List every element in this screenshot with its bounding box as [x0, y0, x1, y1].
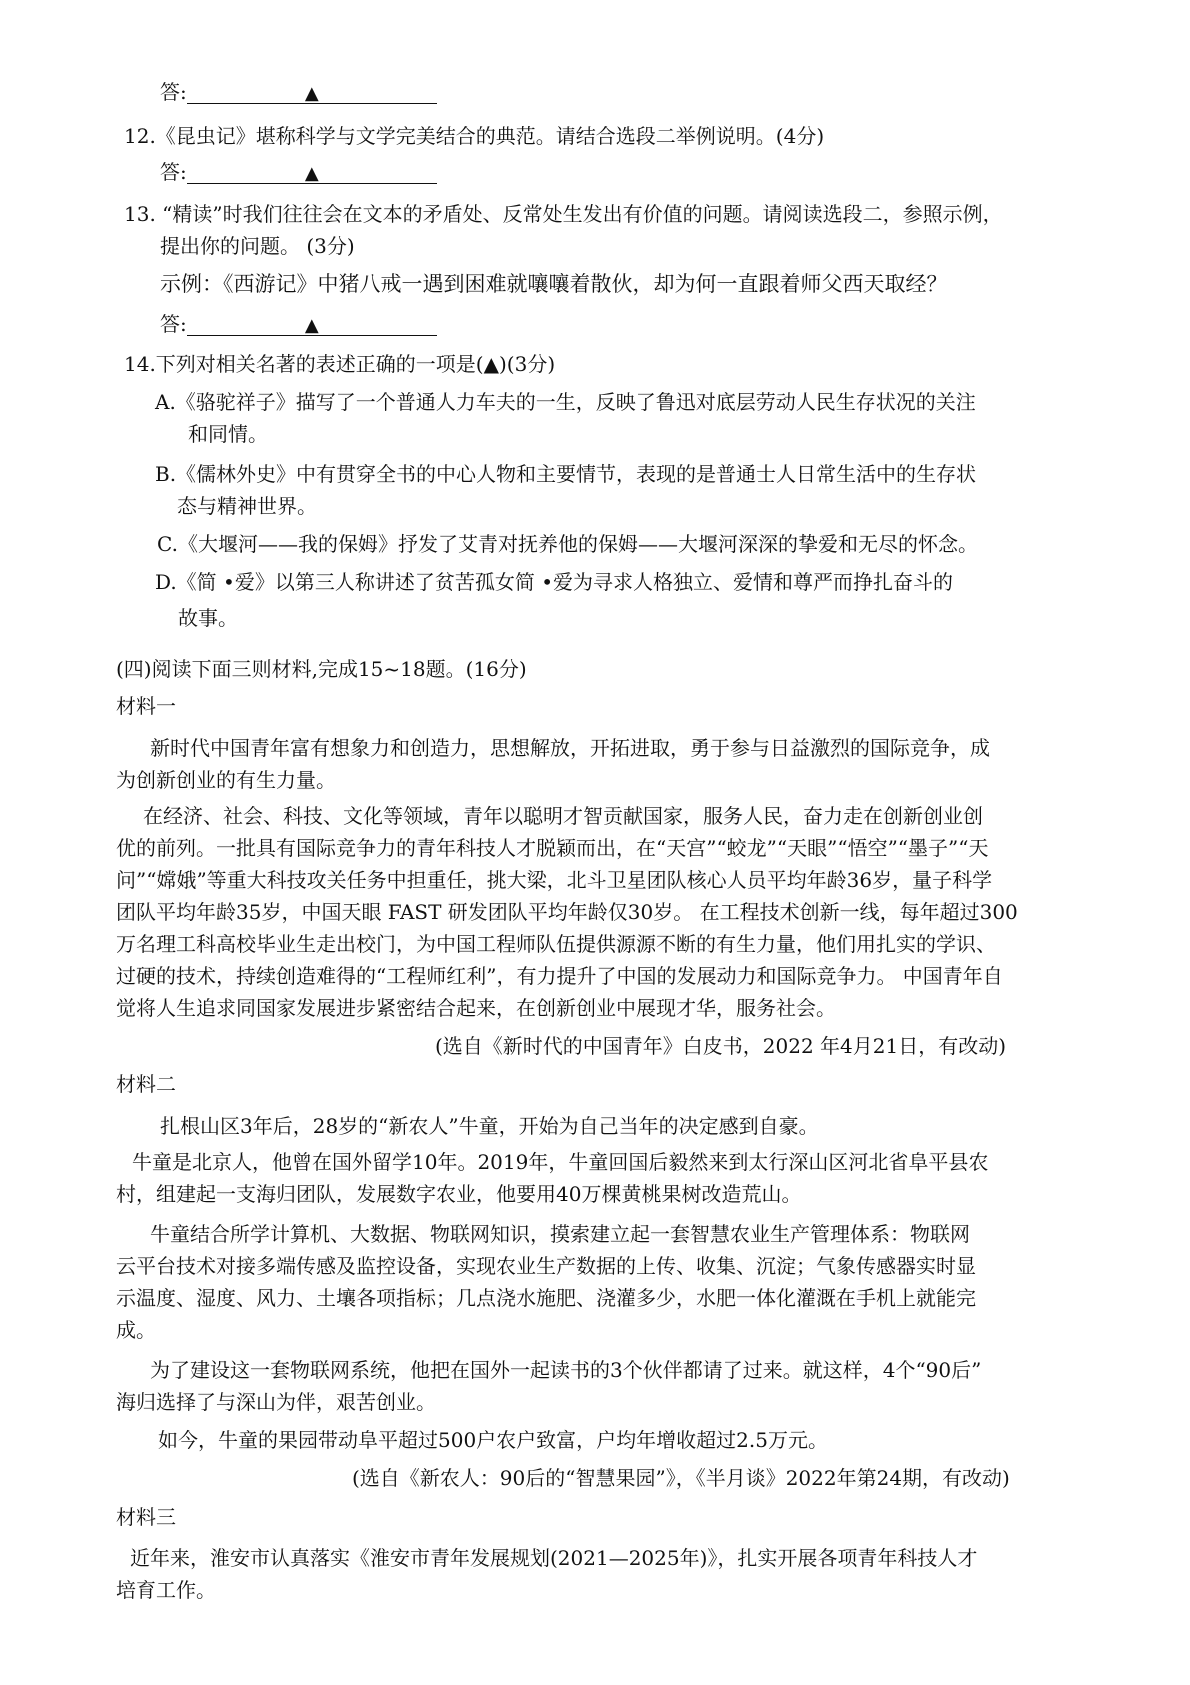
answer-label: 答: — [160, 312, 187, 336]
material-1-source: (选自《新时代的中国青年》白皮书，2022 年4月21日，有改动) — [435, 1034, 1007, 1058]
answer-blank[interactable] — [187, 81, 437, 104]
section-4-heading: (四)阅读下面三则材料,完成15~18题。(16分) — [116, 657, 527, 681]
material-2-p2-line2: 村，组建起一支海归团队，发展数字农业，他要用40万棵黄桃果树改造荒山。 — [116, 1182, 802, 1206]
option-c-line1: C.《大堰河——我的保姆》抒发了艾青对抚养他的保姆——大堰河深深的挚爱和无尽的怀念。 — [157, 532, 978, 556]
material-2-p4-line1: 为了建设这一套物联网系统，他把在国外一起读书的3个伙伴都请了过来。就这样，4个“90后” — [150, 1358, 982, 1382]
q11-answer-line — [160, 78, 437, 106]
option-a-line1: A.《骆驼祥子》描写了一个普通人力车夫的一生，反映了鲁迅对底层劳动人民生存状况的关注 — [155, 390, 976, 414]
material-2-p5: 如今，牛童的果园带动阜平超过500户农户致富，户均年增收超过2.5万元。 — [158, 1428, 828, 1452]
material-2-p2-line1: 牛童是北京人，他曾在国外留学10年。2019年，牛童回国后毅然来到太行深山区河北省阜平县农 — [132, 1150, 989, 1174]
material-2-p3-line2: 云平台技术对接多端传感及监控设备，实现农业生产数据的上传、收集、沉淀；气象传感器实时显 — [116, 1254, 976, 1278]
triangle-marker-icon: ▲ — [304, 315, 319, 336]
option-b-line1: B.《儒林外史》中有贯穿全书的中心人物和主要情节，表现的是普通士人日常生活中的生存状 — [155, 462, 977, 486]
material-2-p3-line3: 示温度、湿度、风力、土壤各项指标；几点浇水施肥、浇灌多少，水肥一体化灌溉在手机上就能完 — [116, 1286, 976, 1310]
material-1-p2-line5: 万名理工科高校毕业生走出校门，为中国工程师队伍提供源源不断的有生力量，他们用扎实的学识、 — [116, 932, 996, 956]
q13-answer-line — [160, 310, 437, 338]
material-2-p4-line2: 海归选择了与深山为伴，艰苦创业。 — [116, 1390, 436, 1414]
question-12: 12.《昆虫记》堪称科学与文学完美结合的典范。请结合选段二举例说明。(4分) — [124, 124, 825, 148]
option-d-line1: D.《简 •爱》以第三人称讲述了贫苦孤女简 •爱为寻求人格独立、爱情和尊严而挣扎奋斗的 — [155, 570, 953, 594]
material-3-p1-line1: 近年来，淮安市认真落实《淮安市青年发展规划(2021—2025年)》，扎实开展各项青年科技人才 — [130, 1546, 978, 1570]
q12-answer-line — [160, 158, 437, 186]
material-1-p1-line1: 新时代中国青年富有想象力和创造力，思想解放，开拓进取，勇于参与日益激烈的国际竞争，成 — [150, 736, 990, 760]
option-d-line2: 故事。 — [178, 606, 238, 630]
material-2-title: 材料二 — [116, 1072, 176, 1096]
triangle-marker-icon: ▲ — [304, 163, 319, 184]
material-3-p1-line2: 培育工作。 — [116, 1578, 216, 1602]
material-1-p2-line4: 团队平均年龄35岁，中国天眼 FAST 研发团队平均年龄仅30岁。 在工程技术创新一线，每年超过300 — [116, 900, 1018, 924]
question-13-line1: 13. “精读”时我们往往会在文本的矛盾处、反常处生发出有价值的问题。请阅读选段二，参照示例， — [124, 202, 1003, 226]
question-13-example: 示例：《西游记》中猪八戒一遇到困难就嚷嚷着散伙，却为何一直跟着师父西天取经？ — [160, 272, 948, 296]
material-1-p1-line2: 为创新创业的有生力量。 — [116, 768, 336, 792]
material-2-p3-line4: 成。 — [116, 1318, 156, 1342]
material-2-p1: 扎根山区3年后，28岁的“新农人”牛童，开始为自己当年的决定感到自豪。 — [160, 1114, 819, 1138]
material-1-title: 材料一 — [116, 694, 176, 718]
material-1-p2-line2: 优的前列。一批具有国际竞争力的青年科技人才脱颖而出，在“天宫”“蛟龙”“天眼”“悟空”“墨子”“天 — [116, 836, 989, 860]
option-b-line2: 态与精神世界。 — [177, 494, 317, 518]
answer-blank[interactable] — [187, 313, 437, 336]
material-1-p2-line3: 问”“嫦娥”等重大科技攻关任务中担重任，挑大梁，北斗卫星团队核心人员平均年龄36岁，量子科学 — [116, 868, 993, 892]
answer-label: 答: — [160, 80, 187, 104]
material-2-source: (选自《新农人：90后的“智慧果园”》，《半月谈》2022年第24期，有改动) — [352, 1466, 1010, 1490]
material-1-p2-line7: 觉将人生追求同国家发展进步紧密结合起来，在创新创业中展现才华，服务社会。 — [116, 996, 836, 1020]
answer-blank[interactable] — [187, 161, 437, 184]
material-1-p2-line1: 在经济、社会、科技、文化等领域，青年以聪明才智贡献国家，服务人民，奋力走在创新创业创 — [143, 804, 983, 828]
material-2-p3-line1: 牛童结合所学计算机、大数据、物联网知识，摸索建立起一套智慧农业生产管理体系：物联网 — [150, 1222, 970, 1246]
question-14-stem: 14.下列对相关名著的表述正确的一项是(▲)(3分) — [124, 352, 556, 376]
answer-label: 答: — [160, 160, 187, 184]
triangle-marker-icon: ▲ — [304, 83, 319, 104]
material-1-p2-line6: 过硬的技术，持续创造难得的“工程师红利”，有力提升了中国的发展动力和国际竞争力。 中国青年自 — [116, 964, 1003, 988]
material-3-title: 材料三 — [116, 1505, 176, 1529]
question-13-line2: 提出你的问题。 (3分) — [160, 234, 355, 258]
option-a-line2: 和同情。 — [188, 422, 268, 446]
